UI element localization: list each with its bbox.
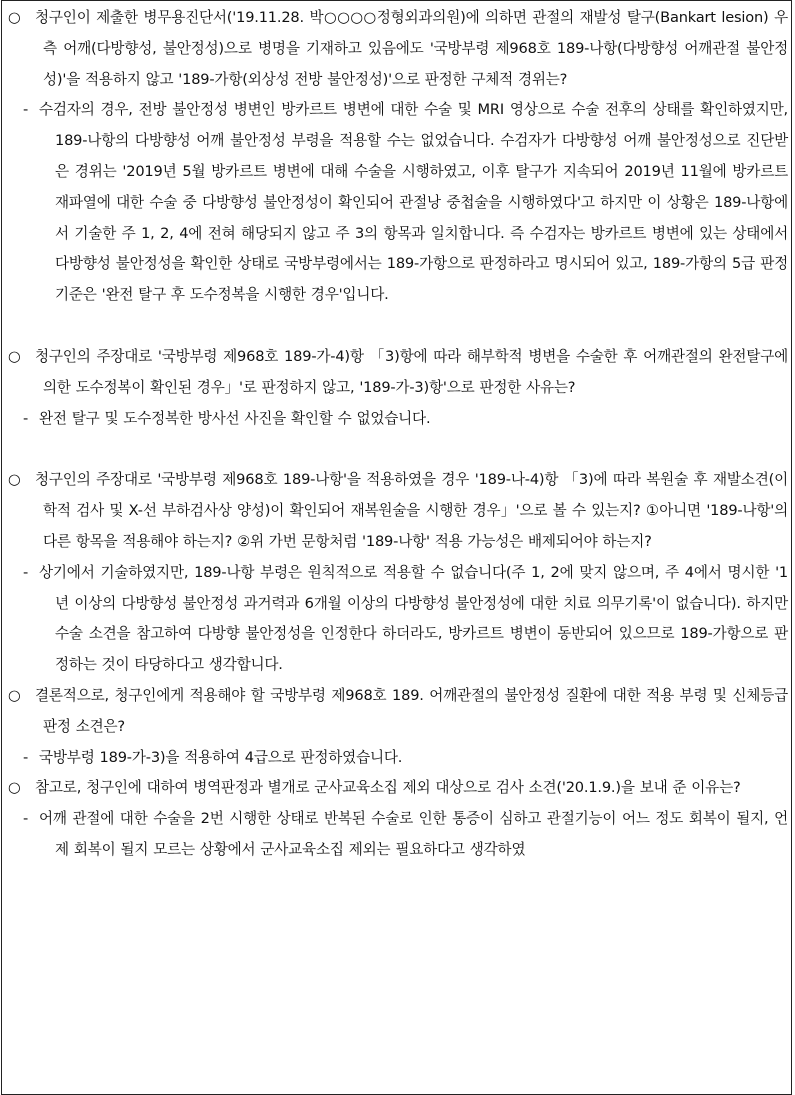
answer-marker: - [23, 101, 29, 119]
answer-text: 국방부령 189-가-3)을 적용하여 4급으로 판정하였습니다. [39, 748, 403, 766]
question-5 [8, 773, 788, 804]
question-4 [8, 681, 788, 743]
spacer [8, 311, 788, 342]
answer-3 [8, 558, 788, 681]
answer-marker: - [23, 748, 29, 766]
document-frame [1, 0, 792, 1095]
question-text: 청구인이 제출한 병무용진단서('19.11.28. 박○○○○정형외과의원)에 의하면 관절의 재발성 탈구(Bankart lesion) 우측 어깨(다방향성, 불안정성)으로 병명을 기재하고 있음에도 '국방부령 제968호 189-나항(다방향성 어깨관절 불안정성)'을 적용하지 않고 '189-가항(외상성 전방 불안정성)'으로 판정한 구체적 경위는? [35, 9, 788, 88]
answer-5 [8, 804, 788, 866]
answer-marker: - [23, 810, 29, 828]
spacer [8, 434, 788, 465]
answer-marker: - [23, 409, 29, 427]
question-text: 청구인의 주장대로 '국방부령 제968호 189-나항'을 적용하였을 경우 '189-나-4)항 「3)에 따라 복원술 후 재발소견(이학적 검사 및 X-선 부하검사상 양성)이 확인되어 재복원술을 시행한 경우」'으로 볼 수 있는지? ①아니면 '189-나항'의 다른 항목을 적용해야 하는지? ②위 가번 문항처럼 '189-나항' 적용 가능성은 배제되어야 하는지? [35, 471, 788, 550]
answer-text: 어깨 관절에 대한 수술을 2번 시행한 상태로 반복된 수술로 인한 통증이 심하고 관절기능이 어느 정도 회복이 될지, 언제 회복이 될지 모르는 상황에서 군사교육소집 제외는 필요하다고 생각하였 [39, 810, 788, 858]
answer-text: 상기에서 기술하였지만, 189-나항 부령은 원칙적으로 적용할 수 없습니다(주 1, 2에 맞지 않으며, 주 4에서 명시한 '1년 이상의 다방향성 불안정성 과거력과 6개월 이상의 다방향성 불안정성에 대한 치료 의무기록'이 없습니다). 하지만 수술 소견을 참고하여 다방향 불안정성을 인정한다 하더라도, 방카르트 병변이 동반되어 있으므로 189-가항으로 판정하는 것이 타당하다고 생각합니다. [39, 563, 788, 674]
question-marker: ○ [8, 347, 21, 365]
answer-text: 완전 탈구 및 도수정복한 방사선 사진을 확인할 수 없었습니다. [39, 409, 431, 427]
question-marker: ○ [8, 686, 21, 704]
answer-1 [8, 95, 788, 311]
question-1 [8, 3, 788, 95]
question-text: 청구인의 주장대로 '국방부령 제968호 189-가-4)항 「3)항에 따라 해부학적 병변을 수술한 후 어깨관절의 완전탈구에 의한 도수정복이 확인된 경우」'로 판정하지 않고, '189-가-3)항'으로 판정한 사유는? [35, 347, 788, 396]
answer-2 [8, 404, 788, 435]
qa-document [8, 3, 788, 866]
answer-marker: - [23, 563, 29, 581]
question-marker: ○ [8, 779, 21, 797]
answer-4 [8, 743, 788, 774]
question-text: 결론적으로, 청구인에게 적용해야 할 국방부령 제968호 189. 어깨관절의 불안정성 질환에 대한 적용 부령 및 신체등급 판정 소견은? [35, 686, 788, 735]
question-marker: ○ [8, 471, 21, 489]
answer-text: 수검자의 경우, 전방 불안정성 병변인 방카르트 병변에 대한 수술 및 MRI 영상으로 수술 전후의 상태를 확인하였지만, 189-나항의 다방향성 어깨 불안정성 부령을 적용할 수는 없었습니다. 수검자가 다방향성 어깨 불안정성으로 진단받은 경위는 '2019년 5월 방카르트 병변에 대해 수술을 시행하였고, 이후 탈구가 지속되어 2019년 11월에 방카르트 재파열에 대한 수술 중 다방향성 불안정성이 확인되어 관절낭 중첩술을 시행하였다'고 하지만 이 상황은 189-나항에서 기술한 주 1, 2, 4에 전혀 해당되지 않고 주 3의 항목과 일치합니다. 즉 수검자는 방카르트 병변에 있는 상태에서 다방향성 불안정성을 확인한 상태로 국방부령에서는 189-가항으로 판정하라고 명시되어 있고, 189-가항의 5급 판정기준은 '완전 탈구 후 도수정복을 시행한 경우'입니다. [39, 101, 788, 304]
question-3 [8, 465, 788, 557]
question-2 [8, 342, 788, 404]
question-text: 참고로, 청구인에 대하여 병역판정과 별개로 군사교육소집 제외 대상으로 검사 소견('20.1.9.)을 보내 준 이유는? [35, 779, 741, 797]
question-marker: ○ [8, 9, 21, 26]
